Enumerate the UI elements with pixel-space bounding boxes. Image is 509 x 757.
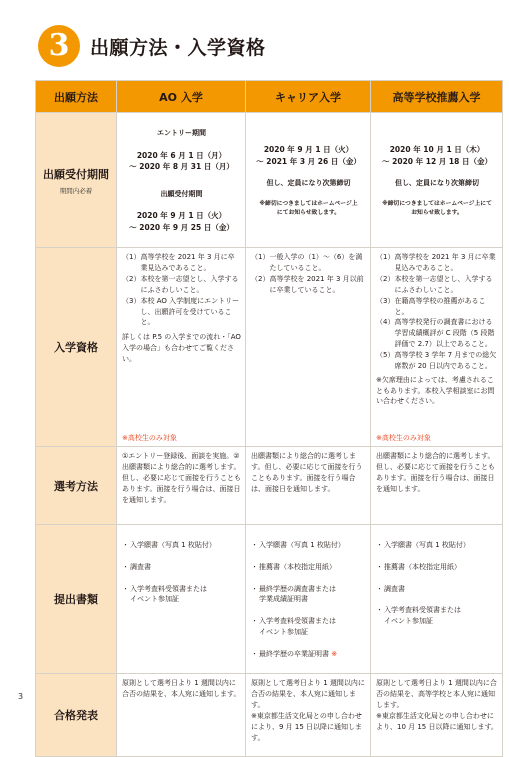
footnote-highschool: ※高校生のみ対象 bbox=[122, 433, 177, 442]
period-sub: 期間内必着 bbox=[59, 186, 93, 195]
selection-row bbox=[36, 447, 503, 525]
list-item: （5） 高等学校 3 学年 7 月までの総欠席数が 20 日以内であること。 bbox=[376, 351, 497, 370]
qualification-recommend-cell bbox=[371, 248, 503, 447]
list-item: ・ 入学願書（写真 1 枚貼付） bbox=[376, 541, 470, 550]
list-item: ・ 入学考査料受領書または イベント参加証 bbox=[251, 617, 336, 636]
app-period-label: 出願受付期間 bbox=[160, 189, 203, 198]
period-career-cell bbox=[246, 113, 371, 248]
selection-recommend-cell: 出願書類により総合的に選考します。但し、必要に応じて面接を行うこともあります。面接を行う場合は、面接日を通知します。 bbox=[371, 447, 503, 525]
list-item: （2） 本校を第一志望とし、入学するにふさわしいこと。 bbox=[122, 275, 239, 294]
list-item: （2） 高等学校を 2021 年 3 月以前に卒業していること。 bbox=[251, 275, 364, 294]
period-label: 出願受付期間 bbox=[43, 167, 109, 181]
selection-career-cell: 出願書類により総合的に選考します。但し、必要に応じて面接を行うこともあります。面接を行う場合は、面接日を通知します。 bbox=[246, 447, 371, 525]
col-header-career: キャリア入学 bbox=[246, 81, 371, 113]
list-item: ・ 入学願書（写真 1 枚貼付） bbox=[251, 541, 345, 550]
list-item: （1） 高等学校を 2021 年 3 月に卒業見込みであること。 bbox=[122, 253, 235, 273]
qualification-label-cell bbox=[36, 248, 117, 447]
col-header-ao: AO 入学 bbox=[117, 81, 246, 113]
result-career-main: 原則として選考日より 1 週間以内に合否の結果を、本人宛に通知します。 bbox=[251, 679, 365, 710]
qualification-detail: 詳しくは P.5 の入学までの流れ・「AO 入学の場合」も合わせてご覧ください。 bbox=[122, 333, 241, 363]
column-header-row bbox=[36, 81, 503, 113]
list-item: （4） 高等学校発行の調査書における学習成績概評が C 段階（5 段階評価で 2.7）以上であること。 bbox=[376, 318, 495, 349]
qualification-career-cell bbox=[246, 248, 371, 447]
list-item: ・ 入学願書（写真 1 枚貼付） bbox=[122, 541, 216, 550]
recommend-deadline-note: 但し、定員になり次第締切 bbox=[395, 179, 479, 188]
entry-period-dates: 2020 年 6 月 1 日（月） ～ 2020 年 8 月 31 日（月） bbox=[129, 150, 234, 172]
result-label: 合格発表 bbox=[54, 709, 98, 723]
list-item: （3） 在籍高等学校の推薦があること。 bbox=[376, 296, 486, 316]
list-item: ・ 最終学歴の卒業証明書 ※ bbox=[251, 649, 338, 658]
admission-table bbox=[35, 80, 503, 757]
result-recommend-note: ※東京都生活文化局との申し合わせにより、10 月 15 日以降に通知します。 bbox=[376, 711, 498, 731]
qualification-label: 入学資格 bbox=[54, 341, 98, 355]
career-dates: 2020 年 9 月 1 日（火） ～ 2021 年 3 月 26 日（金） bbox=[256, 145, 361, 166]
documents-label-cell bbox=[36, 525, 117, 674]
list-item: ・ 推薦書（本校指定用紙） bbox=[251, 562, 336, 571]
app-period-dates: 2020 年 9 月 1 日（火） ～ 2020 年 9 月 25 日（金） bbox=[129, 211, 234, 232]
career-deadline-subnote: ※締切につきましてはホームページ上 にてお知らせ致します。 bbox=[259, 200, 358, 216]
list-item: ・ 調査書 bbox=[376, 584, 405, 593]
recommend-deadline-subnote: ※締切につきましてはホームページ上にて お知らせ致します。 bbox=[382, 200, 492, 216]
period-ao-cell bbox=[117, 113, 246, 248]
list-item: ・ 入学考査料受領書または イベント参加証 bbox=[376, 606, 461, 626]
list-item: （1） 一般入学の（1）～（6）を満たしていること。 bbox=[251, 253, 363, 273]
selection-label-cell bbox=[36, 447, 117, 525]
result-career-cell bbox=[246, 674, 371, 757]
page-number: 3 bbox=[18, 692, 24, 701]
qualification-row bbox=[36, 248, 503, 447]
qualification-ao-cell bbox=[117, 248, 246, 447]
section-number-badge: 3 bbox=[38, 25, 80, 67]
documents-label: 提出書類 bbox=[54, 593, 98, 607]
selection-ao-cell: ①エントリー登録後、面談を実施。②出願書類により総合的に選考します。但し、必要に応じて面接を行うこともあります。面接を行う場合は、面接日を通知します。 bbox=[117, 447, 246, 525]
entry-period-label: エントリー期間 bbox=[157, 128, 206, 137]
col-header-method: 出願方法 bbox=[36, 81, 117, 113]
list-item: （2） 本校を第一志望とし、入学するにふさわしいこと。 bbox=[376, 275, 493, 294]
result-career-note: ※東京都生活文化局との申し合わせにより、9 月 15 日以降に通知します。 bbox=[251, 711, 363, 742]
documents-row bbox=[36, 525, 503, 674]
documents-recommend-cell bbox=[371, 525, 503, 674]
list-item: （1） 高等学校を 2021 年 3 月に卒業見込みであること。 bbox=[376, 253, 496, 273]
list-item: ・ 入学考査料受領書または イベント参加証 bbox=[122, 584, 207, 604]
selection-label: 選考方法 bbox=[54, 479, 98, 493]
recommend-dates: 2020 年 10 月 1 日（木） ～ 2020 年 12 月 18 日（金） bbox=[382, 145, 492, 166]
documents-ao-cell bbox=[117, 525, 246, 674]
list-item: （3） 本校 AO 入学制度にエントリーし、出願許可を受けていること。 bbox=[122, 296, 240, 327]
note-mark: ※ bbox=[331, 649, 338, 658]
period-recommend-cell bbox=[371, 113, 503, 248]
result-recommend-main: 原則として選考日より 1 週間以内に合否の結果を、高等学校と本人宛に通知します。 bbox=[376, 679, 497, 710]
result-ao-cell: 原則として選考日より 1 週間以内に合否の結果を、本人宛に通知します。 bbox=[117, 674, 246, 757]
list-item: ・ 調査書 bbox=[122, 562, 151, 571]
qualification-note: ※欠席理由によっては、考慮されることもあります。本校入学相談室にお問い合わせください。 bbox=[376, 375, 495, 406]
list-item: ・ 最終学歴の調査書または 学業成績証明書 bbox=[251, 584, 336, 604]
period-label-cell bbox=[36, 113, 117, 248]
result-row bbox=[36, 674, 503, 757]
period-row bbox=[36, 113, 503, 248]
documents-career-cell bbox=[246, 525, 371, 674]
list-item: ・ 推薦書（本校指定用紙） bbox=[376, 562, 461, 571]
career-deadline-note: 但し、定員になり次第締切 bbox=[266, 179, 351, 188]
result-label-cell bbox=[36, 674, 117, 757]
col-header-recommend: 高等学校推薦入学 bbox=[371, 81, 503, 113]
page-title: 出願方法・入学資格 bbox=[90, 36, 266, 59]
section-header bbox=[38, 22, 266, 70]
result-recommend-cell bbox=[371, 674, 503, 757]
footnote-highschool: ※高校生のみ対象 bbox=[376, 433, 431, 442]
